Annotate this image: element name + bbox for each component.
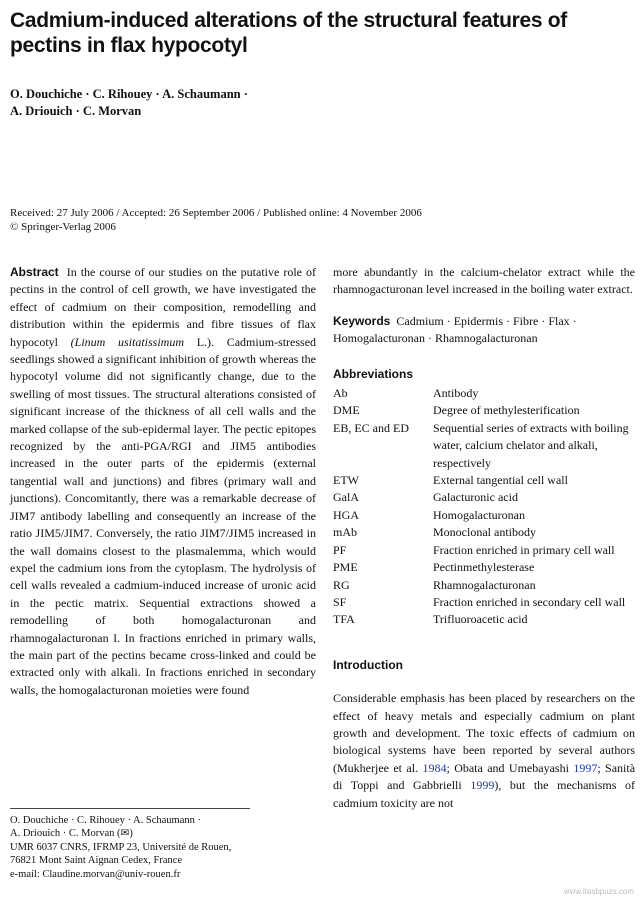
affiliation-email[interactable]: e-mail: Claudine.morvan@univ-rouen.fr [10,868,181,880]
keywords [333,313,635,348]
paper-title: Cadmium-induced alterations of the structural features of pectins in flax hypocotyl [10,9,567,57]
abbreviation-row [333,524,635,541]
author-list [10,86,410,120]
abbreviation-term: SF [333,594,347,609]
abbreviation-row [333,472,635,489]
abbreviation-row [333,402,635,419]
left-column [10,264,316,699]
abbreviation-row [333,542,635,559]
abbreviation-term: DME [333,403,360,418]
abbreviation-row [333,577,635,594]
abbreviation-definition: Galacturonic acid [433,490,518,505]
keywords-text: Cadmium · Epidermis · Fibre · Flax · Homogalacturonan · Rhamnogalacturonan [333,313,577,346]
abbreviation-term: RG [333,577,350,592]
citation-link[interactable]: 1997 [573,760,598,775]
abstract-text: In the course of our studies on the putative role of pectins in the control of cell growth, we have investigated the effect of cadmium on their composition, remodelling and distribution within the epidermis and fibre tissues of flax hypocotyl [10,265,316,349]
abbreviation-definition: Homogalacturonan [433,507,525,522]
introduction-text [333,690,635,812]
copyright-line: © Springer-Verlag 2006 [10,221,116,233]
abbreviation-definition: Sequential series of extracts with boiling water, calcium chelator and alkali, respectively [433,420,629,470]
abbreviation-definition: Antibody [433,386,479,401]
abbreviation-definition: Degree of methylesterification [433,403,580,418]
abbreviation-term: PME [333,560,358,575]
abbreviation-term: mAb [333,525,357,540]
abbreviation-row [333,420,635,472]
introduction-heading: Introduction [333,657,403,672]
author-affiliation [10,814,320,881]
citation-link[interactable]: 1984 [422,760,447,775]
author-line: A. Driouich · C. Morvan [10,104,142,118]
abbreviation-row [333,507,635,524]
abstract-heading: Abstract [10,265,59,279]
abbreviation-definition: Fraction enriched in secondary cell wall [433,594,626,609]
abbreviation-term: HGA [333,507,359,522]
right-column [333,264,635,812]
abbreviation-row [333,611,635,628]
species-name: (Linum usitatissimum [70,334,185,349]
abbreviation-term: TFA [333,612,355,627]
abbreviation-definition: Pectinmethylesterase [433,560,535,575]
abbreviation-term: EB, EC and ED [333,420,409,435]
abbreviation-row [333,594,635,611]
affiliation-line: O. Douchiche · C. Rihouey · A. Schaumann · [10,815,202,826]
abbreviation-term: ETW [333,473,359,488]
abstract [10,264,316,699]
abstract-continuation: more abundantly in the calcium-chelator extract while the rhamnogacturonan level increased in the boiling water extract. [333,265,635,297]
citation-link[interactable]: 1999 [470,778,495,793]
publication-dates [10,206,630,234]
received-line: Received: 27 July 2006 / Accepted: 26 September 2006 / Published online: 4 November 2006 [10,207,422,219]
watermark: www.itasbpuzs.com [563,887,634,896]
intro-text-span: Considerable emphasis has been placed by researchers on the effect of heavy metals and especially cadmium on plant growth and development. The toxic effects of cadmium on biological systems have been reported by several authors (Mukherjee et al. [333,691,635,775]
abstract-text: L.). Cadmium-stressed seedlings showed a significant inhibition of growth whereas the hypocotyl volume did not significantly change, due to the swelling of most tissues. The structural alterations consisted of significant increase of the thickness of all cell walls and the marked collapse of the sub-epidermal layer. The pectic epitopes recognized by the anti-PGA/RGI and JIM5 antibodies increased in the outer parts of the epidermis (external tangential wall and junctions) and fibres (primary wall and junctions). Concomitantly, there was a remarkable decrease of JIM7 antibody labelling and consequently an increase of the ratio JIM5/JIM7. Conversely, the ratio JIM7/JIM5 increased in the wall domains closest to the plasmalemma, which would expel the cadmium ions from the cytoplasm. The hydrolysis of cell walls revealed a cadmium-induced increase of uronic acid in the pectic matrix. Sequential extractions showed a remodelling of both homogalacturonan and rhamnogalacturonan I. In fractions enriched in primary walls, the main part of the pectins became cross-linked and could be extracted only with alkali. In fractions enriched in secondary walls, the homogalacturonan moieties were found [10,334,317,697]
abbreviation-definition: Monoclonal antibody [433,525,536,540]
abbreviation-term: GalA [333,490,359,505]
abbreviations-heading: Abbreviations [333,366,414,381]
intro-text-span: ; Obata and Umebayashi [446,760,569,775]
intro-text-span: ; Sanità di Toppi and Gabbrielli [333,760,636,793]
abbreviation-definition: Trifluoroacetic acid [433,612,528,627]
abbreviation-row [333,559,635,576]
author-line: O. Douchiche · C. Rihouey · A. Schaumann · [10,87,248,101]
abbreviation-row [333,385,635,402]
abbreviation-row [333,489,635,506]
affiliation-line: A. Driouich · C. Morvan (✉) [10,828,133,840]
abbreviations-list [333,385,635,629]
abbreviation-term: Ab [333,386,348,401]
affiliation-line: 76821 Mont Saint Aignan Cedex, France [10,855,183,867]
abbreviation-definition: Fraction enriched in primary cell wall [433,542,615,557]
abbreviation-definition: External tangential cell wall [433,473,568,488]
abbreviation-definition: Rhamnogalacturonan [433,577,536,592]
intro-text-span: ), but the mechanisms of cadmium toxicity are not [333,778,636,810]
footnote-divider [10,808,250,809]
affiliation-line: UMR 6037 CNRS, IFRMP 23, Université de Rouen, [10,841,232,853]
abbreviation-term: PF [333,542,347,557]
keywords-heading: Keywords [333,313,391,328]
